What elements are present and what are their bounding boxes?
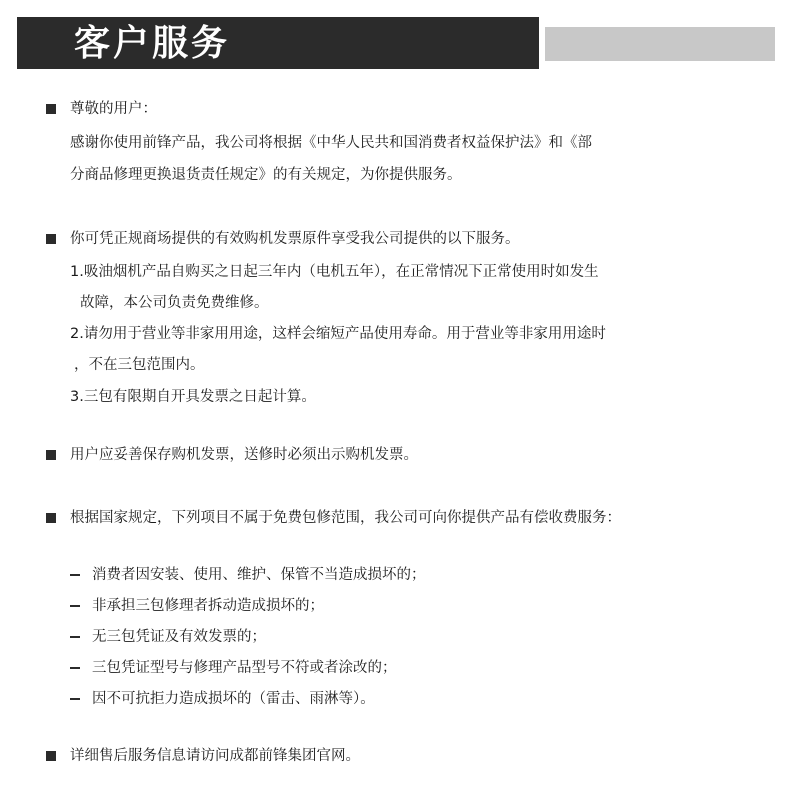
exclusion-item: 因不可抗拒力造成损坏的（雷击、雨淋等）。 [92, 691, 375, 707]
bullet-square-icon [46, 234, 56, 244]
exclusion-item: 非承担三包修理者拆动造成损坏的； [92, 598, 324, 614]
service-item-line: ，不在三包范围内。 [74, 357, 205, 373]
greeting-heading: 尊敬的用户： [70, 101, 157, 117]
service-item-line: 3.三包有限期自开具发票之日起计算。 [70, 389, 316, 405]
service-heading: 你可凭正规商场提供的有效购机发票原件享受我公司提供的以下服务。 [70, 231, 520, 247]
greeting-paragraph-line: 分商品修理更换退货责任规定》的有关规定，为你提供服务。 [70, 167, 462, 183]
bullet-square-icon [46, 513, 56, 523]
dash-icon [70, 574, 80, 576]
dash-icon [70, 636, 80, 638]
exclusion-heading: 根据国家规定，下列项目不属于免费包修范围，我公司可向你提供产品有偿收费服务： [70, 510, 621, 526]
greeting-paragraph-line: 感谢你使用前锋产品，我公司将根据《中华人民共和国消费者权益保护法》和《部 [70, 135, 592, 151]
website-notice: 详细售后服务信息请访问成都前锋集团官网。 [70, 748, 360, 764]
dash-icon [70, 698, 80, 700]
service-item-line: 2.请勿用于营业等非家用用途，这样会缩短产品使用寿命。用于营业等非家用用途时 [70, 326, 606, 342]
service-item-line: 故障，本公司负责免费维修。 [80, 295, 269, 311]
dash-icon [70, 667, 80, 669]
bullet-square-icon [46, 104, 56, 114]
service-item-line: 1.吸油烟机产品自购买之日起三年内（电机五年），在正常情况下正常使用时如发生 [70, 264, 599, 280]
exclusion-item: 消费者因安装、使用、维护、保管不当造成损坏的； [92, 567, 426, 583]
exclusion-item: 无三包凭证及有效发票的； [92, 629, 266, 645]
bullet-square-icon [46, 751, 56, 761]
dash-icon [70, 605, 80, 607]
invoice-notice: 用户应妥善保存购机发票，送修时必须出示购机发票。 [70, 447, 418, 463]
exclusion-item: 三包凭证型号与修理产品型号不符或者涂改的； [92, 660, 397, 676]
bullet-square-icon [46, 450, 56, 460]
page-title: 客户服务 [74, 23, 231, 64]
